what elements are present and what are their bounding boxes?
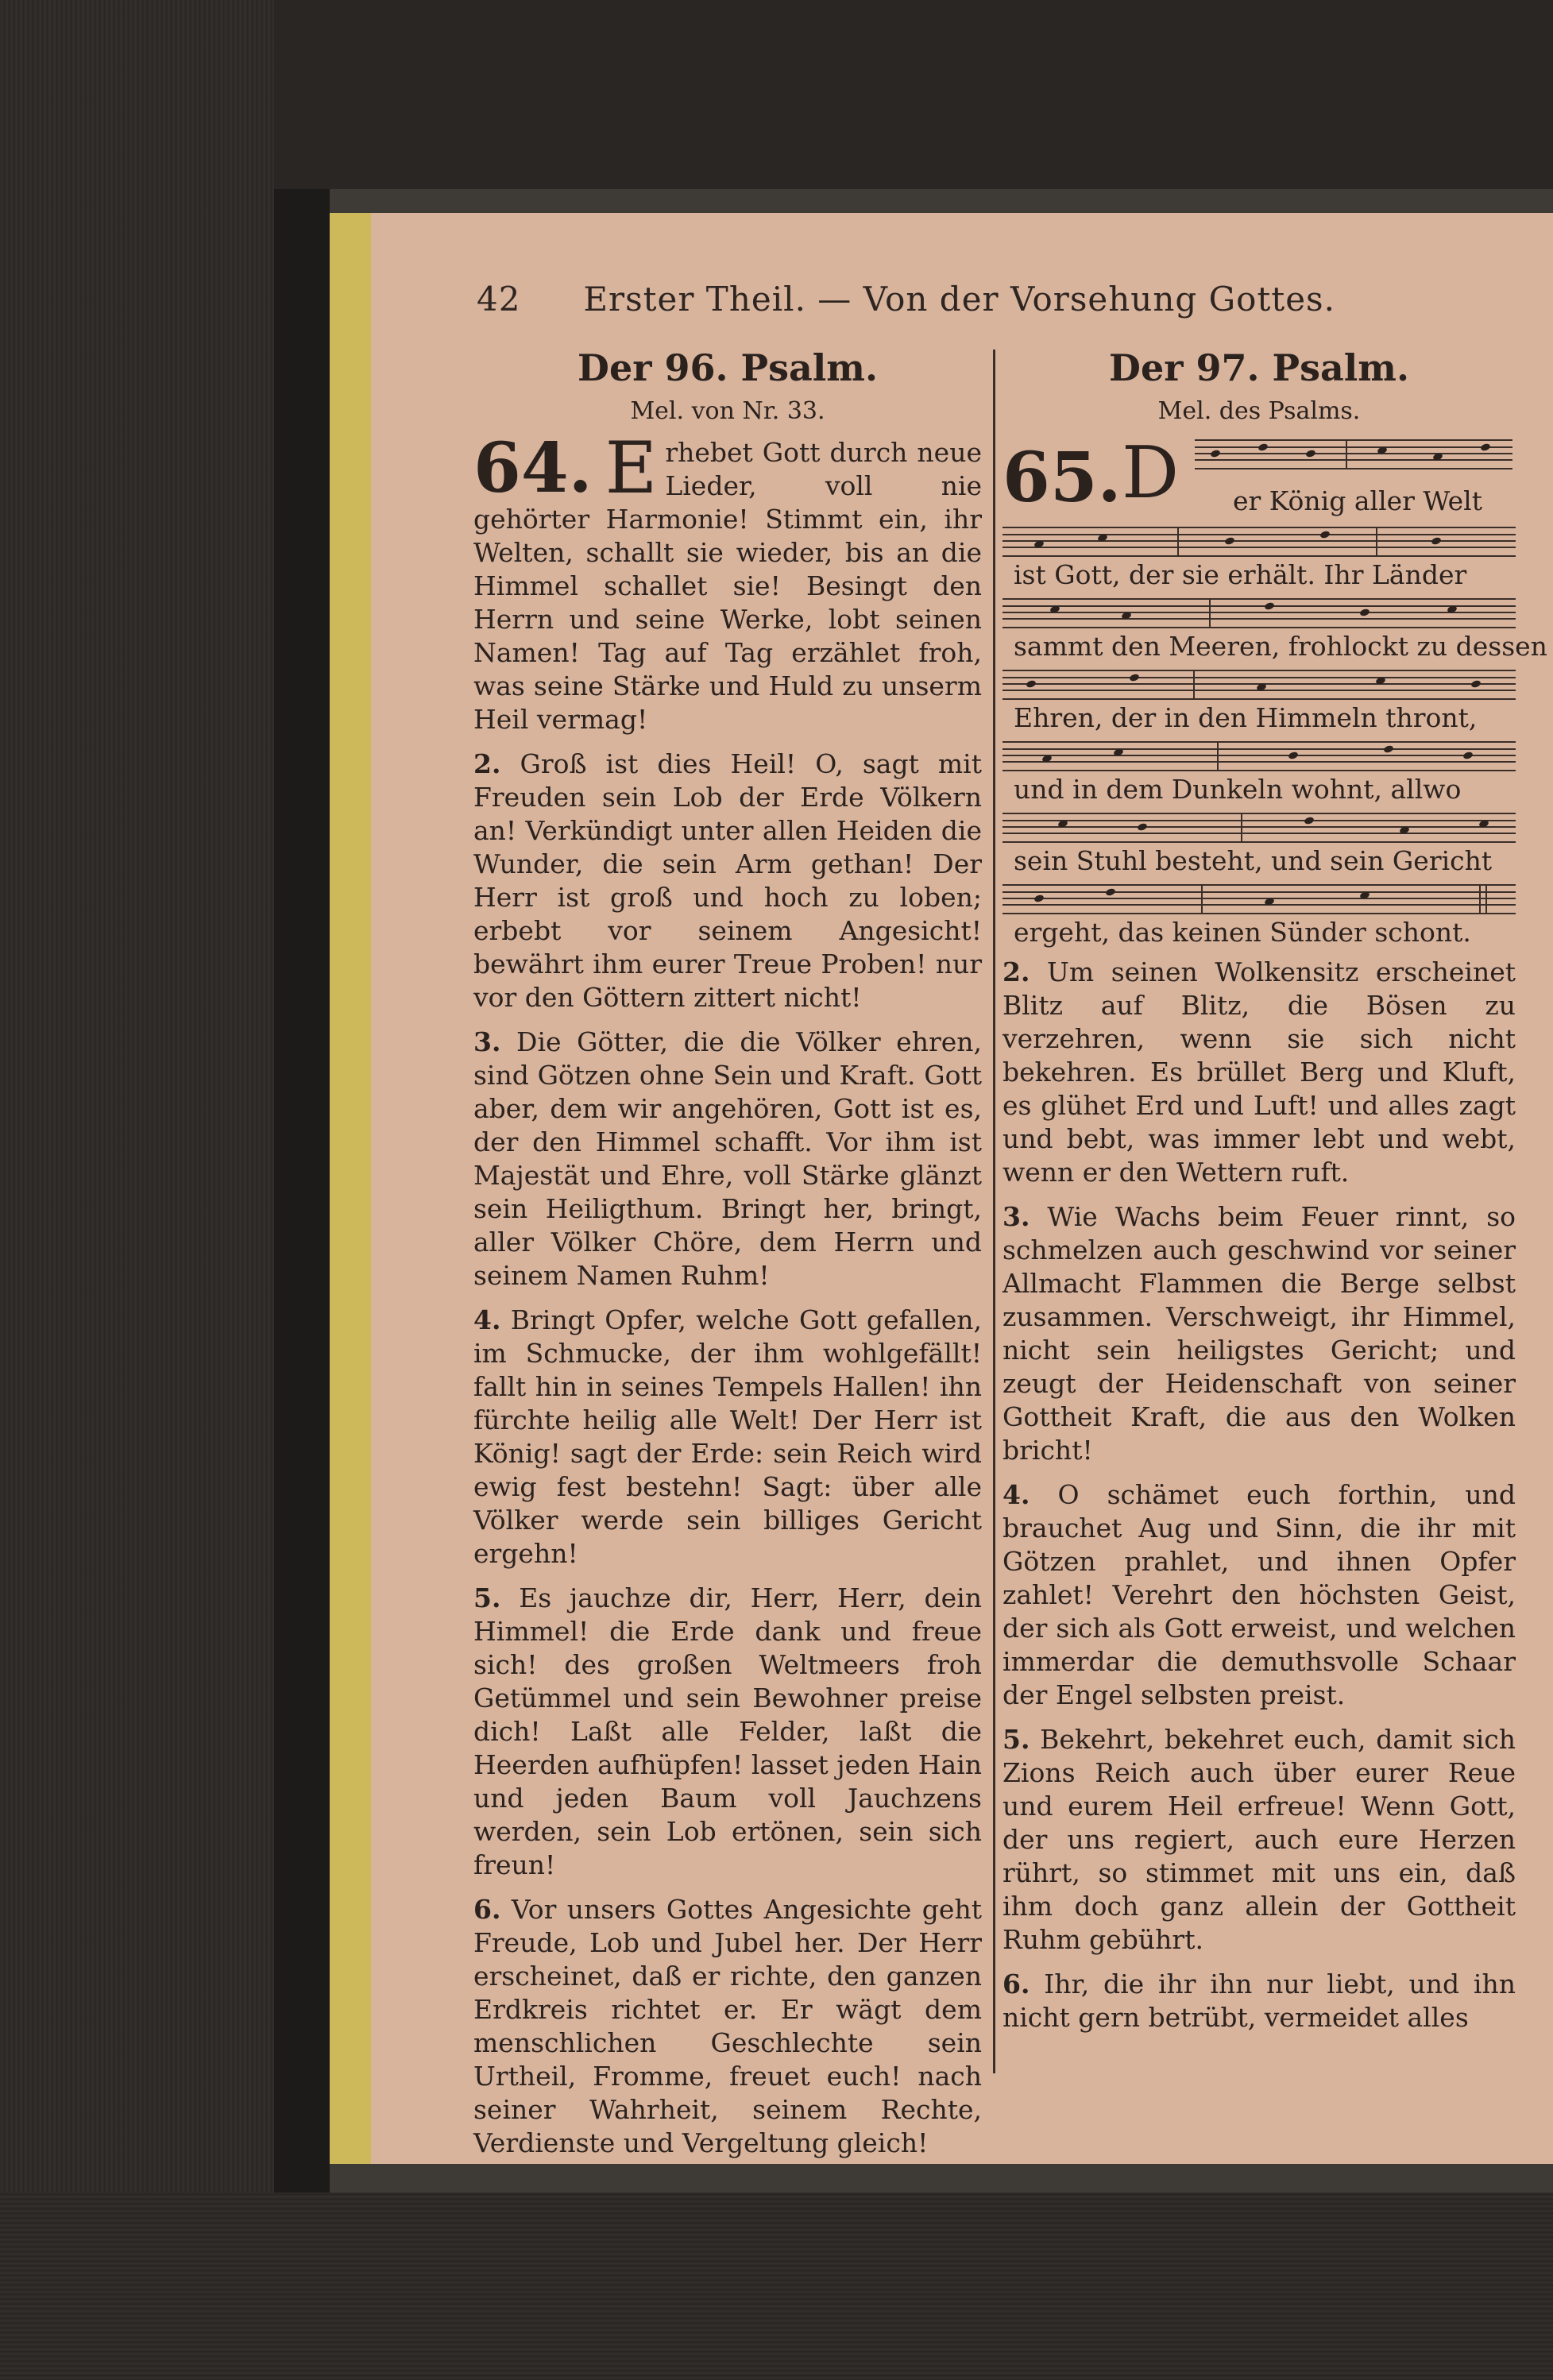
verse: [1002, 1200, 1516, 1467]
music-first-line: [1002, 431, 1516, 524]
page-number: 42: [477, 280, 521, 319]
verse: [1002, 956, 1516, 1189]
first-verse: [473, 427, 982, 736]
verse: [473, 1582, 982, 1882]
verse-number: 3.: [473, 1026, 501, 1057]
verse: [473, 1026, 982, 1292]
hymn-number: 64.: [473, 428, 593, 508]
verse-number: 4.: [1002, 1479, 1030, 1510]
music-lyric: er König aller Welt: [1233, 485, 1482, 516]
music-staff: [1002, 598, 1516, 628]
melody-reference: Mel. des Psalms.: [1157, 397, 1361, 425]
psalm-title: Der 97. Psalm.: [1109, 346, 1409, 389]
left-column: [473, 340, 982, 2171]
hymn-number: 65.: [1002, 438, 1122, 518]
music-system: [1002, 598, 1547, 665]
verse: [473, 1304, 982, 1571]
verse-text: O schämet euch forthin, und brauchet Aug und Sinn, die ihr mit Götzen prahlet, und ihnen Opfer zahlet! Verehrt den höchsten Geist, der sich als Gott erweist, und welchen immerdar die demuthsvolle Schaar der Engel selbsten preist.: [1002, 1479, 1516, 1710]
verse-number: 6.: [1002, 1969, 1030, 1999]
verse: [1002, 1723, 1516, 1957]
right-column: [1002, 340, 1547, 2046]
verse-text: Bringt Opfer, welche Gott gefallen, im Schmucke, der ihm wohlgefällt! fallt hin in seines Tempels Hallen! ihn fürchte heilig alle Welt! Der Herr ist König! sagt der Erde: sein Reich wird ewig fest bestehn! Sagt: über alle Völker werde sein billiges Gericht ergehn!: [473, 1304, 982, 1569]
music-staff: [1002, 813, 1516, 843]
music-lyric: ergeht, das keinen Sünder schont.: [1014, 917, 1471, 948]
verse-text: Die Götter, die die Völker ehren, sind Götzen ohne Sein und Kraft. Gott aber, dem wir angehören, Gott ist es, der den Himmel schafft. Vor ihm ist Majestät und Ehre, voll Stärke glänzt sein Heiligthum. Bringt her, bringt, aller Völker Chöre, dem Herrn und seinem Namen Ruhm!: [473, 1026, 982, 1291]
music-system: [1002, 884, 1516, 951]
verse: [473, 748, 982, 1014]
verse-number: 4.: [473, 1304, 501, 1335]
verse-text: Bekehrt, bekehret euch, damit sich Zions Reich auch über eurer Reue und eurem Heil erfreue! Wenn Gott, der uns regiert, auch eure Herzen rührt, so stimmet mit uns ein, daß ihm doch ganz allein der Gottheit Ruhm gebührt.: [1002, 1724, 1516, 1955]
verse-text: Groß ist dies Heil! O, sagt mit Freuden sein Lob der Erde Völkern an! Verkündigt unter allen Heiden die Wunder, die sein Arm gethan! Der Herr ist groß und hoch zu loben; erbebt vor seinem Angesicht! bewährt ihm eurer Treue Proben! nur vor den Göttern zittert nicht!: [473, 748, 982, 1013]
page-header: [477, 280, 1509, 327]
music-lyric: sammt den Meeren, frohlockt zu dessen: [1014, 631, 1547, 662]
drop-cap: E: [605, 427, 658, 510]
page-edge-gilt: [330, 213, 373, 2164]
music-system: [1002, 670, 1516, 736]
column-divider: [993, 350, 995, 2073]
music-staff: [1002, 670, 1516, 700]
first-verse-text: rhebet Gott durch neue Lieder, voll nie gehörter Harmonie! Stimmt ein, ihr Welten, schallt sie wieder, bis an die Himmel schallet sie! Besingt den Herrn und seine Werke, lobt seinen Namen! Tag auf Tag erzählet froh, was seine Stärke und Huld zu unserm Heil vermag!: [473, 437, 982, 735]
verse-text: Ihr, die ihr ihn nur liebt, und ihn nicht gern betrübt, vermeidet alles: [1002, 1969, 1516, 2033]
music-system: [1002, 527, 1516, 593]
verse-text: Es jauchze dir, Herr, Herr, dein Himmel! die Erde dank und freue sich! des großen Weltmeers froh Getümmel und sein Bewohner preise dich! Laßt alle Felder, laßt die Heerden aufhüpfen! lasset jeden Hain und jeden Baum voll Jauchzens werden, sein Lob ertönen, sein sich freun!: [473, 1582, 982, 1880]
music-staff: [1002, 884, 1516, 914]
verse-text: Vor unsers Gottes Angesichte geht Freude, Lob und Jubel her. Der Herr erscheinet, daß er richte, den ganzen Erdkreis richtet er. Er wägt dem menschlichen Geschlechte sein Urtheil, Fromme, freuet euch! nach seiner Wahrheit, seinem Rechte, Verdienste und Vergeltung gleich!: [473, 1894, 982, 2158]
background-cloth-left: [0, 0, 274, 2380]
music-staff: [1195, 439, 1512, 469]
verse: [1002, 1968, 1516, 2034]
verse: [473, 1893, 982, 2160]
verse: [1002, 1478, 1516, 1712]
music-system: [1002, 741, 1516, 808]
music-lyric: ist Gott, der sie erhält. Ihr Länder: [1014, 559, 1467, 590]
running-title: Erster Theil. — Von der Vorsehung Gottes.: [583, 280, 1335, 319]
music-lyric: und in dem Dunkeln wohnt, allwo: [1014, 774, 1462, 805]
verse-number: 5.: [1002, 1724, 1030, 1755]
book-spine: [274, 189, 330, 2193]
verse-number: 2.: [1002, 956, 1030, 987]
music-staff: [1002, 527, 1516, 557]
background-cloth-bottom: [0, 2193, 1553, 2380]
verse-number: 6.: [473, 1894, 501, 1925]
drop-cap: D: [1122, 431, 1180, 515]
music-lyric: sein Stuhl besteht, und sein Gericht: [1014, 845, 1493, 876]
verse-number: 5.: [473, 1582, 501, 1613]
music-system: [1002, 813, 1516, 879]
melody-reference: Mel. von Nr. 33.: [630, 397, 825, 425]
verse-text: Um seinen Wolkensitz erscheinet Blitz auf Blitz, die Bösen zu verzehren, wenn sie sich nicht bekehren. Es brüllet Berg und Kluft, es glühet Erd und Luft! und alles zagt und bebt, was immer lebt und webt, wenn er den Wettern ruft.: [1002, 956, 1516, 1188]
psalm-title: Der 96. Psalm.: [578, 346, 878, 389]
verse-number: 2.: [473, 748, 501, 779]
music-staff: [1002, 741, 1516, 771]
verse-text: Wie Wachs beim Feuer rinnt, so schmelzen auch geschwind vor seiner Allmacht Flammen die Berge selbst zusammen. Verschweigt, ihr Himmel, nicht sein heiligstes Gericht; und zeugt der Heidenschaft von seiner Gottheit Kraft, die aus den Wolken bricht!: [1002, 1201, 1516, 1466]
verse-number: 3.: [1002, 1201, 1030, 1232]
music-lyric: Ehren, der in den Himmeln thront,: [1014, 702, 1478, 733]
